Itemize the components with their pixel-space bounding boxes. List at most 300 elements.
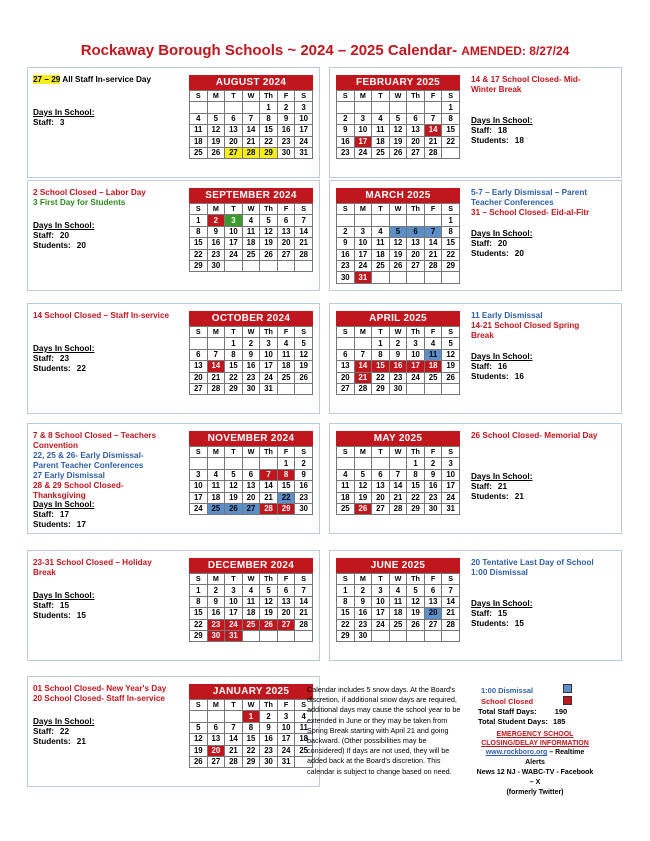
day-cell: 21	[295, 238, 313, 249]
day-cell	[260, 458, 278, 469]
weekday-header: S	[190, 447, 208, 458]
emergency-heading: EMERGENCY SCHOOL CLOSING/DELAY INFORMATION	[481, 731, 589, 747]
week-row	[190, 722, 313, 733]
month-grid	[189, 203, 313, 272]
day-cell	[242, 630, 260, 641]
day-cell: 22	[260, 136, 278, 147]
month-calendar	[189, 311, 313, 395]
day-cell: 25	[277, 372, 295, 383]
staff-label: Staff:	[33, 727, 54, 736]
day-cell: 7	[295, 585, 313, 596]
weekday-header: Th	[260, 204, 278, 215]
staff-days	[33, 118, 94, 128]
month-calendar	[189, 75, 313, 159]
weekday-header: W	[242, 91, 260, 102]
day-cell: 2	[242, 338, 260, 349]
day-cell: 19	[442, 361, 460, 372]
days-in-school	[33, 591, 94, 621]
day-cell: 12	[260, 226, 278, 237]
day-cell: 14	[442, 596, 460, 607]
day-cell: 27	[277, 619, 295, 630]
day-cell: 17	[260, 361, 278, 372]
day-cell: 26	[225, 503, 243, 514]
students-value: 22	[76, 364, 86, 373]
day-cell: 2	[207, 585, 225, 596]
day-cell: 27	[407, 260, 425, 271]
month-title: JUNE 2025	[336, 558, 460, 573]
day-cell: 10	[407, 349, 425, 360]
month-calendar	[336, 431, 460, 515]
day-cell: 31	[295, 147, 313, 158]
day-cell: 19	[295, 361, 313, 372]
day-cell: 4	[389, 585, 407, 596]
calendar-row	[27, 423, 622, 534]
week-row	[337, 125, 460, 136]
day-cell: 9	[337, 238, 355, 249]
day-cell: 30	[354, 630, 372, 641]
day-cell: 20	[372, 492, 390, 503]
weekday-header: T	[372, 574, 390, 585]
day-cell: 10	[190, 481, 208, 492]
day-cell: 3	[354, 226, 372, 237]
legend-dismissal-label: 1:00 Dismissal	[481, 686, 534, 695]
weekday-row	[190, 700, 313, 711]
day-cell: 5	[354, 469, 372, 480]
weekday-header: S	[190, 574, 208, 585]
day-cell	[424, 630, 442, 641]
student-days	[33, 737, 94, 747]
day-cell: 8	[260, 113, 278, 124]
day-cell: 16	[337, 136, 355, 147]
day-cell	[424, 383, 442, 394]
day-cell: 14	[242, 125, 260, 136]
right-notes-wrap	[466, 181, 616, 290]
weekday-header: T	[225, 204, 243, 215]
weekday-header: T	[372, 91, 390, 102]
days-in-school	[33, 500, 94, 530]
month-grid	[189, 446, 313, 515]
left-panel	[27, 423, 320, 534]
students-value: 15	[76, 611, 86, 620]
students-label: Students:	[471, 249, 509, 258]
day-cell: 20	[407, 136, 425, 147]
day-cell	[277, 260, 295, 271]
weekday-header: M	[207, 204, 225, 215]
week-row	[190, 492, 313, 503]
week-row	[337, 596, 460, 607]
day-cell: 29	[242, 756, 260, 767]
calendar-row	[27, 67, 622, 178]
day-cell: 21	[424, 249, 442, 260]
students-value: 16	[514, 372, 524, 381]
day-cell: 11	[372, 125, 390, 136]
weekday-header: S	[337, 574, 355, 585]
day-cell: 30	[424, 503, 442, 514]
day-cell: 22	[277, 492, 295, 503]
weekday-header: W	[389, 91, 407, 102]
day-cell: 3	[277, 711, 295, 722]
days-in-school	[471, 352, 532, 382]
day-cell	[389, 272, 407, 283]
day-cell: 17	[407, 361, 425, 372]
weekday-header: F	[424, 447, 442, 458]
week-row	[190, 147, 313, 158]
day-cell: 17	[372, 608, 390, 619]
days-heading: Days In School:	[471, 599, 533, 608]
day-cell: 28	[295, 619, 313, 630]
total-students-label: Total Student Days:	[478, 717, 548, 726]
staff-days	[471, 482, 532, 492]
day-cell: 22	[407, 492, 425, 503]
day-cell: 15	[277, 481, 295, 492]
day-cell: 26	[190, 756, 208, 767]
day-cell: 16	[337, 249, 355, 260]
note-line: 14 & 17 School Closed- Mid-Winter Break	[471, 75, 581, 94]
weekday-header: W	[389, 204, 407, 215]
weekday-header: S	[337, 327, 355, 338]
day-cell	[207, 102, 225, 113]
day-cell: 29	[407, 503, 425, 514]
day-cell: 9	[337, 125, 355, 136]
highlighted-dates: 27 – 29	[33, 75, 61, 84]
staff-value: 22	[59, 727, 70, 736]
day-cell: 21	[225, 745, 243, 756]
weekday-row	[337, 447, 460, 458]
week-row	[337, 249, 460, 260]
weekday-header: S	[337, 204, 355, 215]
title-amended: AMENDED: 8/27/24	[461, 44, 570, 58]
day-cell: 10	[372, 596, 390, 607]
students-value: 20	[514, 249, 524, 258]
weekday-row	[190, 447, 313, 458]
week-row	[190, 469, 313, 480]
day-cell	[337, 338, 355, 349]
student-days	[471, 372, 532, 382]
day-cell: 30	[277, 147, 295, 158]
weekday-row	[190, 327, 313, 338]
days-heading: Days In School:	[471, 472, 533, 481]
note-line: 7 & 8 School Closed – Teachers Convention	[33, 431, 157, 450]
day-cell: 3	[442, 458, 460, 469]
day-cell: 20	[424, 608, 442, 619]
weekday-header: F	[424, 327, 442, 338]
day-cell: 18	[242, 608, 260, 619]
day-cell	[442, 383, 460, 394]
day-cell: 15	[337, 608, 355, 619]
day-cell: 16	[207, 608, 225, 619]
day-cell: 26	[295, 372, 313, 383]
day-cell: 26	[260, 249, 278, 260]
day-cell: 27	[207, 756, 225, 767]
day-cell: 18	[295, 734, 313, 745]
weekday-header: M	[354, 447, 372, 458]
day-cell: 22	[442, 136, 460, 147]
month-calendar	[189, 558, 313, 642]
month-grid	[336, 573, 460, 642]
students-label: Students:	[471, 619, 509, 628]
day-cell: 6	[225, 113, 243, 124]
day-cell: 23	[260, 745, 278, 756]
staff-value: 23	[59, 354, 70, 363]
left-panel	[27, 303, 320, 414]
week-row	[190, 608, 313, 619]
days-in-school	[33, 717, 94, 747]
day-cell: 14	[424, 125, 442, 136]
day-cell: 18	[372, 249, 390, 260]
day-cell: 20	[225, 136, 243, 147]
day-cell: 10	[354, 238, 372, 249]
day-cell: 24	[225, 619, 243, 630]
day-cell: 1	[337, 585, 355, 596]
staff-days	[33, 510, 94, 520]
week-row	[337, 469, 460, 480]
staff-value: 18	[497, 126, 508, 135]
weekday-header: F	[424, 204, 442, 215]
day-cell: 5	[207, 113, 225, 124]
day-cell: 12	[207, 125, 225, 136]
day-cell: 15	[242, 734, 260, 745]
week-row	[190, 734, 313, 745]
weekday-row	[337, 327, 460, 338]
note-line: 01 School Closed- New Year's Day	[33, 684, 167, 693]
day-cell: 25	[242, 249, 260, 260]
day-cell: 8	[277, 469, 295, 480]
note-line: 23-31 School Closed – Holiday Break	[33, 558, 152, 577]
day-cell: 2	[424, 458, 442, 469]
right-notes-wrap	[466, 551, 616, 660]
day-cell: 19	[225, 492, 243, 503]
weekday-header: T	[225, 91, 243, 102]
day-cell: 17	[277, 734, 295, 745]
day-cell: 20	[337, 372, 355, 383]
week-row	[190, 238, 313, 249]
day-cell: 22	[225, 372, 243, 383]
day-cell: 5	[407, 585, 425, 596]
day-cell: 12	[354, 481, 372, 492]
week-row	[337, 338, 460, 349]
weekday-header: T	[225, 447, 243, 458]
day-cell: 24	[260, 372, 278, 383]
day-cell: 6	[207, 722, 225, 733]
day-cell: 31	[354, 272, 372, 283]
day-cell	[225, 260, 243, 271]
day-cell	[207, 458, 225, 469]
week-row	[337, 503, 460, 514]
day-cell: 4	[424, 338, 442, 349]
weekday-header: T	[225, 327, 243, 338]
day-cell: 25	[424, 372, 442, 383]
website-link[interactable]: www.rockboro.org	[485, 749, 548, 756]
month-calendar	[189, 188, 313, 272]
weekday-header: Th	[260, 327, 278, 338]
day-cell: 13	[424, 596, 442, 607]
day-cell: 6	[407, 113, 425, 124]
weekday-header: Th	[407, 327, 425, 338]
right-panel	[329, 303, 622, 414]
days-heading: Days In School:	[33, 108, 95, 117]
week-row	[190, 745, 313, 756]
day-cell: 27	[372, 503, 390, 514]
closing-notes	[33, 311, 171, 321]
month-grid	[189, 699, 313, 768]
week-row	[190, 102, 313, 113]
day-cell: 4	[207, 469, 225, 480]
day-cell: 27	[242, 503, 260, 514]
day-cell: 14	[260, 481, 278, 492]
day-cell: 8	[225, 349, 243, 360]
day-cell: 12	[295, 349, 313, 360]
day-cell: 12	[190, 734, 208, 745]
week-row	[337, 630, 460, 641]
student-days	[471, 619, 532, 629]
week-row	[190, 585, 313, 596]
day-cell	[354, 102, 372, 113]
week-row	[337, 147, 460, 158]
week-row	[337, 585, 460, 596]
day-cell: 25	[242, 619, 260, 630]
day-cell: 5	[389, 226, 407, 237]
staff-label: Staff:	[33, 354, 54, 363]
day-cell	[372, 272, 390, 283]
day-cell	[372, 458, 390, 469]
weekday-row	[190, 91, 313, 102]
day-cell: 30	[207, 260, 225, 271]
day-cell: 8	[190, 596, 208, 607]
day-cell: 8	[242, 722, 260, 733]
weekday-header: S	[442, 327, 460, 338]
weekday-header: Th	[260, 700, 278, 711]
weekday-header: M	[207, 91, 225, 102]
weekday-header: F	[277, 91, 295, 102]
day-cell: 12	[260, 596, 278, 607]
day-cell: 9	[277, 113, 295, 124]
day-cell: 21	[207, 372, 225, 383]
day-cell: 6	[242, 469, 260, 480]
weekday-header: F	[277, 327, 295, 338]
day-cell: 2	[337, 113, 355, 124]
weekday-header: S	[190, 204, 208, 215]
day-cell: 7	[442, 585, 460, 596]
note-line: 14 School Closed – Staff In-service	[33, 311, 170, 320]
day-cell: 2	[295, 458, 313, 469]
weekday-header: Th	[260, 574, 278, 585]
day-cell: 8	[407, 469, 425, 480]
week-row	[190, 711, 313, 722]
day-cell: 20	[277, 608, 295, 619]
day-cell: 16	[389, 361, 407, 372]
student-days	[471, 249, 532, 259]
week-row	[190, 481, 313, 492]
day-cell	[407, 630, 425, 641]
day-cell: 23	[207, 619, 225, 630]
month-title: MAY 2025	[336, 431, 460, 446]
day-cell: 29	[337, 630, 355, 641]
day-cell: 18	[242, 238, 260, 249]
weekday-header: W	[242, 204, 260, 215]
day-cell: 24	[442, 492, 460, 503]
day-cell	[190, 338, 208, 349]
day-cell: 17	[225, 238, 243, 249]
day-cell: 18	[277, 361, 295, 372]
day-cell: 31	[442, 503, 460, 514]
weekday-header: M	[207, 447, 225, 458]
day-cell: 6	[372, 469, 390, 480]
day-cell: 22	[372, 372, 390, 383]
day-cell: 9	[260, 722, 278, 733]
students-value: 20	[76, 241, 86, 250]
weekday-header: S	[295, 204, 313, 215]
student-days	[471, 492, 532, 502]
calendar-row	[27, 180, 622, 291]
day-cell: 7	[242, 113, 260, 124]
month-title: JANUARY 2025	[189, 684, 313, 699]
students-label: Students:	[471, 492, 509, 501]
week-row	[337, 136, 460, 147]
day-cell: 11	[389, 596, 407, 607]
day-cell: 2	[260, 711, 278, 722]
day-cell: 28	[207, 383, 225, 394]
left-panel	[27, 676, 320, 787]
weekday-header: Th	[260, 447, 278, 458]
day-cell: 9	[207, 596, 225, 607]
day-cell: 18	[190, 136, 208, 147]
staff-label: Staff:	[471, 362, 492, 371]
right-panel	[329, 180, 622, 291]
weekday-header: T	[372, 447, 390, 458]
month-grid	[189, 573, 313, 642]
day-cell: 17	[354, 136, 372, 147]
month-grid	[189, 326, 313, 395]
day-cell: 13	[277, 596, 295, 607]
closing-notes	[471, 558, 599, 578]
staff-days	[33, 231, 94, 241]
day-cell: 1	[277, 458, 295, 469]
month-title: APRIL 2025	[336, 311, 460, 326]
day-cell: 22	[190, 619, 208, 630]
closing-notes	[471, 431, 599, 441]
month-title: FEBRUARY 2025	[336, 75, 460, 90]
day-cell	[207, 711, 225, 722]
note-line: 27 Early Dismissal	[33, 471, 105, 480]
days-in-school	[33, 344, 94, 374]
days-in-school	[471, 599, 532, 629]
day-cell: 3	[295, 102, 313, 113]
legend-closed-label: School Closed	[481, 697, 534, 706]
month-calendar	[336, 311, 460, 395]
month-calendar	[336, 188, 460, 284]
weekday-header: F	[277, 574, 295, 585]
day-cell: 20	[190, 372, 208, 383]
day-cell	[354, 215, 372, 226]
day-cell: 30	[207, 630, 225, 641]
weekday-row	[337, 574, 460, 585]
weekday-header: M	[354, 574, 372, 585]
note-line: 20 Tentative Last Day of School	[471, 558, 594, 567]
day-cell: 21	[442, 608, 460, 619]
weekday-row	[190, 574, 313, 585]
days-in-school	[471, 472, 532, 502]
day-cell: 23	[295, 492, 313, 503]
note-line: 28 & 29 School Closed-Thanksgiving	[33, 481, 124, 500]
day-cell: 8	[442, 226, 460, 237]
day-cell: 19	[190, 745, 208, 756]
weekday-header: S	[442, 574, 460, 585]
day-cell: 23	[389, 372, 407, 383]
day-cell: 8	[190, 226, 208, 237]
day-cell: 14	[389, 481, 407, 492]
student-days	[33, 611, 94, 621]
day-cell: 23	[207, 249, 225, 260]
